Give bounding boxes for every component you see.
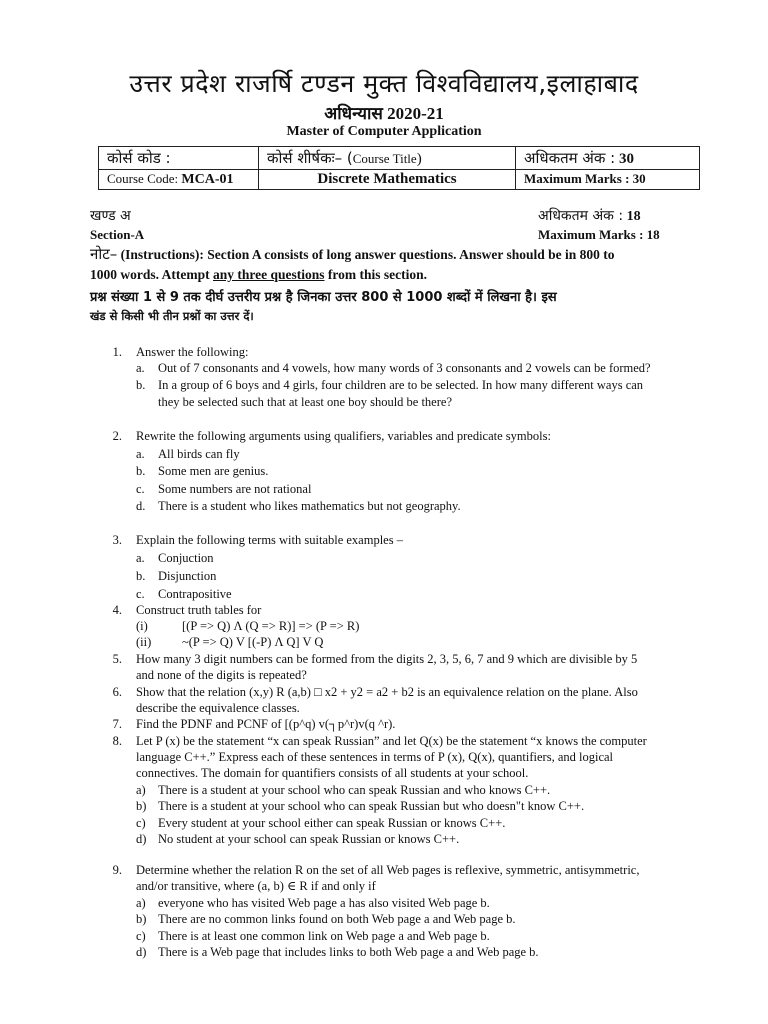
question-text-cont: connectives. The domain for quantifiers consists of all students at your school. [136, 766, 529, 780]
course-code-value: MCA-01 [181, 172, 234, 187]
section-max-hi-value: 18 [626, 209, 641, 224]
option-label: (i) [136, 619, 148, 633]
option-label: a. [136, 447, 145, 461]
instructions-text-1: (Instructions): Section A consists of long answer questions. Answer should be in 800 to [120, 247, 615, 262]
max-marks-hi: अधिकतम अंक : [524, 149, 616, 167]
option-c: Every student at your school either can speak Russian or knows C++. [158, 816, 506, 830]
section-max-en: Maximum Marks : 18 [538, 227, 660, 242]
question-text: Rewrite the following arguments using qualifiers, variables and predicate symbols: [136, 429, 551, 443]
question-text: Answer the following: [136, 345, 249, 359]
option-b-cont: they be selected such that at least one boy should be there? [158, 395, 452, 409]
question-text: How many 3 digit numbers can be formed from the digits 2, 3, 5, 6, 7 and 9 which are divisible by 5 [136, 652, 638, 666]
option-b: In a group of 6 boys and 4 girls, four children are to be selected. In how many different ways can [158, 378, 644, 392]
question-number: 7. [112, 717, 122, 731]
option-a: Conjuction [158, 551, 214, 565]
option-d: There is a student who likes mathematics but not geography. [158, 499, 461, 513]
question-number: 3. [112, 533, 122, 547]
option-label: c) [136, 929, 146, 943]
option-ii: ~(P => Q) V [(-P) Λ Q] V Q [182, 635, 324, 649]
course-code-cell [99, 170, 259, 190]
course-title-close: ) [416, 151, 422, 167]
option-label: a) [136, 783, 146, 797]
option-d: No student at your school can speak Russian or knows C++. [158, 832, 460, 846]
option-label: c) [136, 816, 146, 830]
option-c: Some numbers are not rational [158, 482, 312, 496]
question-text: Explain the following terms with suitable examples – [136, 533, 403, 547]
option-label: d) [136, 945, 147, 959]
question-number: 6. [112, 685, 122, 699]
instructions-text-2: 1000 words. Attempt [90, 267, 213, 282]
program-name: Master of Computer Application [286, 124, 482, 139]
university-title: उत्तर प्रदेश राजर्षि टण्डन मुक्त विश्वविद्यालय,इलाहाबाद [129, 69, 639, 98]
course-title-hi-cell [259, 147, 516, 170]
option-label: d. [136, 499, 146, 513]
option-label: b. [136, 464, 146, 478]
option-b: Some men are genius. [158, 464, 269, 478]
option-c: Contrapositive [158, 587, 232, 601]
course-code-hi-cell [99, 147, 259, 170]
option-a: Out of 7 consonants and 4 vowels, how many words of 3 consonants and 2 vowels can be formed? [158, 361, 651, 375]
course-title-cell [259, 170, 516, 190]
question-text-cont: describe the equivalence classes. [136, 701, 300, 715]
max-marks-en: Maximum Marks : 30 [516, 170, 700, 190]
option-label: b. [136, 569, 146, 583]
option-label: b) [136, 799, 147, 813]
note-label: नोट– [90, 245, 118, 263]
question-number: 5. [112, 652, 122, 666]
option-d: There is a Web page that includes links to both Web page a and Web page b. [158, 945, 539, 959]
question-text-cont: and/or transitive, where (a, b) ∈ R if and only if [136, 879, 376, 893]
session-heading [0, 101, 768, 124]
option-label: a. [136, 551, 145, 565]
option-label: (ii) [136, 635, 152, 649]
question-text-cont: language C++.” Express each of these sentences in terms of P (x), Q(x), quantifiers, and logical [136, 750, 614, 764]
question-number: 9. [112, 863, 122, 877]
option-label: b. [136, 378, 146, 392]
option-c: There is at least one common link on Web page a and Web page b. [158, 929, 490, 943]
max-marks-hi-value: 30 [618, 151, 634, 167]
question-text-cont: and none of the digits is repeated? [136, 668, 307, 682]
course-code-hi: कोर्स कोड : [107, 149, 171, 167]
option-label: c. [136, 482, 145, 496]
option-a: everyone who has visited Web page a has also visited Web page b. [158, 896, 490, 910]
question-text: Let P (x) be the statement “x can speak Russian” and let Q(x) be the statement “x knows the computer [136, 734, 647, 748]
option-i: [(P => Q) Λ (Q => R)] => (P => R) [182, 619, 360, 633]
question-number: 2. [112, 429, 122, 443]
instructions-hindi-1: प्रश्न संख्या 1 से 9 तक दीर्घ उत्तरीय प्रश्न है जिनका उत्तर 800 से 1000 शब्दों में लिखना है। इस [90, 290, 557, 305]
instructions-underlined: any three questions [213, 267, 325, 282]
section-name-hi: खण्ड अ [90, 208, 131, 224]
option-label: d) [136, 832, 147, 846]
question-number: 1. [112, 345, 122, 359]
section-max-hi-label: अधिकतम अंक : [538, 208, 624, 224]
instructions-line-1 [90, 244, 614, 264]
option-b: There is a student at your school who can speak Russian but who doesn"t know C++. [158, 799, 585, 813]
session-label: अधिन्यास [324, 104, 383, 124]
section-max-hi [538, 206, 641, 225]
option-label: b) [136, 912, 147, 926]
question-number: 4. [112, 603, 122, 617]
course-title-hi: कोर्स शीर्षकः– ( [267, 149, 353, 167]
question-text: Show that the relation (x,y) R (a,b) □ x2 + y2 = a2 + b2 is an equivalence relation on the plane. Also [136, 685, 638, 699]
option-label: a) [136, 896, 146, 910]
option-b: There are no common links found on both Web page a and Web page b. [158, 912, 516, 926]
section-name-en: Section-A [90, 227, 145, 242]
course-info-table [98, 146, 700, 190]
instructions-hindi-2: खंड से किसी भी तीन प्रश्नों का उत्तर दें। [90, 309, 254, 323]
option-a: All birds can fly [158, 447, 240, 461]
max-marks-hi-cell [516, 147, 700, 170]
course-title-en-label: Course Title [352, 151, 417, 166]
course-code-label: Course Code: [107, 171, 179, 186]
question-text: Find the PDNF and PCNF of [(p^q) v(┐p^r)v(q ^r). [136, 717, 396, 731]
session-year: 2020-21 [387, 104, 444, 123]
option-b: Disjunction [158, 569, 217, 583]
option-label: a. [136, 361, 145, 375]
question-text: Determine whether the relation R on the set of all Web pages is reflexive, symmetric, antisymmetric, [136, 863, 640, 877]
course-title-value: Discrete Mathematics [317, 171, 457, 187]
question-text: Construct truth tables for [136, 603, 262, 617]
instructions-line-2 [90, 267, 427, 283]
option-a: There is a student at your school who can speak Russian and who knows C++. [158, 783, 551, 797]
instructions-text-3: from this section. [324, 267, 428, 282]
option-label: c. [136, 587, 145, 601]
question-number: 8. [112, 734, 122, 748]
